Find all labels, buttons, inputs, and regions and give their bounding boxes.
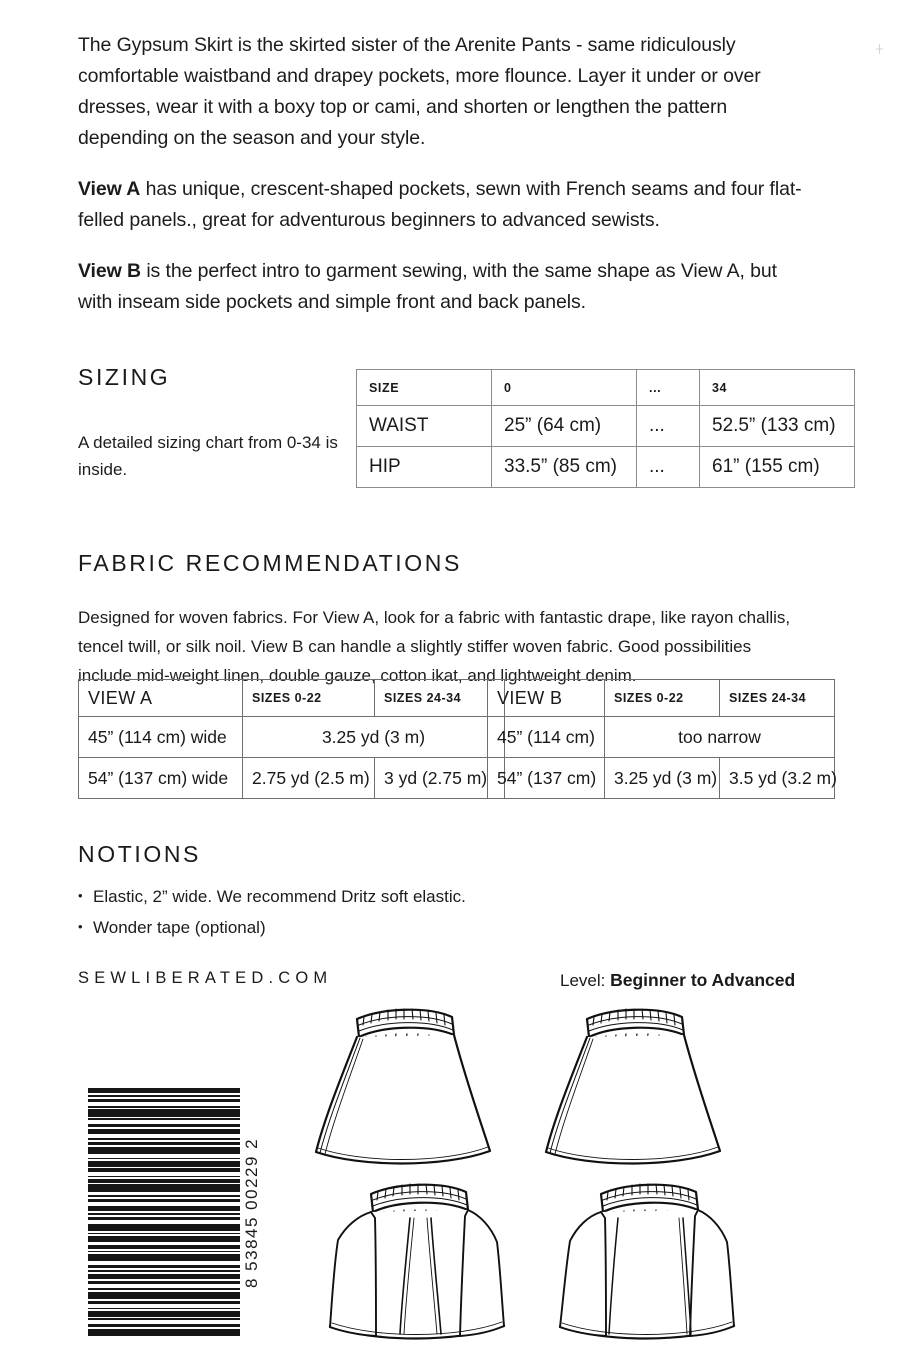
yardage-b-width-54: 54” (137 cm) [488, 758, 605, 799]
notions-heading: NOTIONS [78, 841, 201, 867]
sizing-note: A detailed sizing chart from 0-34 is inside. [78, 433, 338, 479]
yardage-a-54-small: 2.75 yd (2.5 m) [243, 758, 375, 799]
yardage-b-45-value: too narrow [605, 717, 835, 758]
intro-paragraph [78, 30, 808, 154]
view-b-back-flat [560, 1184, 734, 1339]
yardage-b-54-small: 3.25 yd (3 m) [605, 758, 720, 799]
fabric-recommendations-heading: FABRIC RECOMMENDATIONS [78, 550, 462, 576]
yardage-b-header-sizes-small: SIZES 0-22 [605, 680, 720, 717]
yardage-a-width-54: 54” (137 cm) wide [79, 758, 243, 799]
sizing-table [356, 369, 855, 488]
level-line [560, 970, 795, 991]
sizing-row-waist-min: 25” (64 cm) [492, 406, 637, 447]
yardage-table-view-b [487, 679, 835, 799]
sizing-header-size-34: 34 [700, 370, 855, 406]
list-item: • Wonder tape (optional) [78, 912, 466, 943]
list-item: • Elastic, 2” wide. We recommend Dritz soft elastic. [78, 881, 466, 912]
level-label: Level: [560, 971, 606, 990]
view-b-front-flat [546, 1009, 720, 1164]
view-b-paragraph [78, 256, 808, 318]
level-value: Beginner to Advanced [610, 970, 796, 990]
fabric-recommendations-body: Designed for woven fabrics. For View A, look for a fabric with fantastic drape, like rayon challis, tencel twill, or silk noil. View B can handle a slightly stiffer woven fabric. Good possibilities include mid-weight linen, double gauze, cotton ikat, and lightweight denim. [78, 608, 791, 685]
view-a-front-flat [316, 1009, 490, 1164]
table-row [488, 717, 835, 758]
yardage-a-54-large: 3 yd (2.75 m) [375, 758, 505, 799]
yardage-b-width-45: 45” (114 cm) [488, 717, 605, 758]
sizing-table-header-row [357, 370, 855, 406]
sizing-row-waist-max: 52.5” (133 cm) [700, 406, 855, 447]
intro-paragraph-text: The Gypsum Skirt is the skirted sister of the Arenite Pants - same ridiculously comfortable waistband and drapey pockets, more flounce. Layer it under or over dresses, wear it with a boxy top or cami, and shorten or lengthen the pattern depending on the season and your style. [78, 34, 761, 149]
barcode-bars [88, 1088, 243, 1338]
yardage-a-header-view: VIEW A [79, 680, 243, 717]
view-a-text: has unique, crescent-shaped pockets, sewn with French seams and four flat-felled panels., great for adventurous beginners to advanced sewists. [78, 178, 802, 231]
sizing-row-hip-min: 33.5” (85 cm) [492, 447, 637, 488]
view-a-label: View A [78, 178, 141, 200]
view-a-back-flat [330, 1184, 504, 1339]
intro-description [78, 30, 808, 338]
view-b-label: View B [78, 260, 141, 282]
yardage-a-header-sizes-small: SIZES 0-22 [243, 680, 375, 717]
skirt-illustrations [300, 995, 820, 1345]
view-a-paragraph [78, 174, 808, 236]
sizing-row-waist-ellipsis: ... [637, 406, 700, 447]
sizing-header-size-0: 0 [492, 370, 637, 406]
barcode-digits: 8 53845 00229 2 [242, 1137, 261, 1289]
sizing-row-hip-ellipsis: ... [637, 447, 700, 488]
sizing-row-hip-label: HIP [357, 447, 492, 488]
table-row [357, 406, 855, 447]
barcode [88, 1088, 268, 1338]
yardage-b-54-large: 3.5 yd (3.2 m) [720, 758, 835, 799]
yardage-a-45-value: 3.25 yd (3 m) [243, 717, 505, 758]
view-b-text: is the perfect intro to garment sewing, with the same shape as View A, but with inseam side pockets and simple front and back panels. [78, 260, 777, 313]
sizing-header-size: SIZE [357, 370, 492, 406]
registration-mark-icon [876, 44, 883, 54]
site-url[interactable]: SEWLIBERATED.COM [78, 969, 333, 987]
yardage-b-header-sizes-large: SIZES 24-34 [720, 680, 835, 717]
table-row [488, 758, 835, 799]
yardage-a-header-row [79, 680, 505, 717]
sizing-heading: SIZING [78, 364, 171, 390]
table-row [79, 758, 505, 799]
notions-list [78, 881, 466, 943]
sizing-header-ellipsis: ... [637, 370, 700, 406]
yardage-b-header-view: VIEW B [488, 680, 605, 717]
yardage-b-header-row [488, 680, 835, 717]
table-row [357, 447, 855, 488]
yardage-a-header-sizes-large: SIZES 24-34 [375, 680, 505, 717]
table-row [79, 717, 505, 758]
yardage-table-view-a [78, 679, 505, 799]
sizing-row-hip-max: 61” (155 cm) [700, 447, 855, 488]
sizing-row-waist-label: WAIST [357, 406, 492, 447]
yardage-a-width-45: 45” (114 cm) wide [79, 717, 243, 758]
